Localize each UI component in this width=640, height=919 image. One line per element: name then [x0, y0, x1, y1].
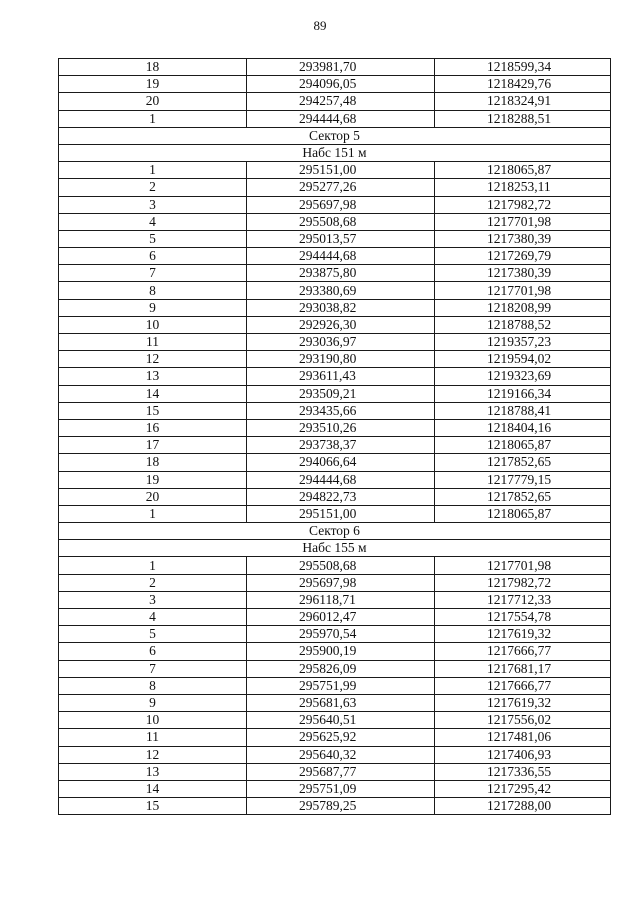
- coordinates-table: [58, 58, 611, 815]
- table-row: [59, 729, 611, 746]
- coordinate-y-cell: 1219594,02: [435, 351, 611, 368]
- coordinate-x-cell: 296118,71: [247, 591, 435, 608]
- coordinate-x-cell: 295625,92: [247, 729, 435, 746]
- coordinate-y-cell: 1217380,39: [435, 265, 611, 282]
- coordinate-x-cell: 295900,19: [247, 643, 435, 660]
- point-number-cell: 20: [59, 488, 247, 505]
- table-row: [59, 488, 611, 505]
- table-row: [59, 265, 611, 282]
- point-number-cell: 1: [59, 162, 247, 179]
- table-row: [59, 780, 611, 797]
- coordinates-table-body: [59, 59, 611, 815]
- table-row: [59, 660, 611, 677]
- coordinate-y-cell: 1218788,41: [435, 402, 611, 419]
- coordinate-y-cell: 1218065,87: [435, 505, 611, 522]
- coordinate-x-cell: 295687,77: [247, 763, 435, 780]
- coordinate-y-cell: 1217701,98: [435, 282, 611, 299]
- coordinate-y-cell: 1218599,34: [435, 59, 611, 76]
- coordinate-x-cell: 296012,47: [247, 609, 435, 626]
- coordinate-x-cell: 293611,43: [247, 368, 435, 385]
- coordinate-x-cell: 293038,82: [247, 299, 435, 316]
- coordinate-y-cell: 1217982,72: [435, 196, 611, 213]
- table-row: [59, 248, 611, 265]
- point-number-cell: 10: [59, 712, 247, 729]
- table-row: [59, 110, 611, 127]
- table-row: [59, 230, 611, 247]
- coordinate-y-cell: 1218065,87: [435, 437, 611, 454]
- table-row: [59, 437, 611, 454]
- coordinate-y-cell: 1218788,52: [435, 316, 611, 333]
- coordinate-x-cell: 294257,48: [247, 93, 435, 110]
- sector-height-row: [59, 540, 611, 557]
- coordinate-y-cell: 1218208,99: [435, 299, 611, 316]
- coordinate-y-cell: 1219166,34: [435, 385, 611, 402]
- coordinate-x-cell: 295508,68: [247, 557, 435, 574]
- table-row: [59, 351, 611, 368]
- coordinate-x-cell: 295640,51: [247, 712, 435, 729]
- point-number-cell: 7: [59, 660, 247, 677]
- coordinate-x-cell: 295697,98: [247, 196, 435, 213]
- coordinate-y-cell: 1217701,98: [435, 557, 611, 574]
- coordinate-y-cell: 1217779,15: [435, 471, 611, 488]
- table-row: [59, 213, 611, 230]
- table-row: [59, 402, 611, 419]
- coordinate-x-cell: 293981,70: [247, 59, 435, 76]
- coordinate-y-cell: 1218429,76: [435, 76, 611, 93]
- point-number-cell: 12: [59, 746, 247, 763]
- coordinate-y-cell: 1217295,42: [435, 780, 611, 797]
- point-number-cell: 2: [59, 574, 247, 591]
- coordinate-y-cell: 1217852,65: [435, 488, 611, 505]
- table-row: [59, 76, 611, 93]
- table-row: [59, 334, 611, 351]
- point-number-cell: 3: [59, 196, 247, 213]
- coordinate-x-cell: 295751,99: [247, 677, 435, 694]
- coordinate-y-cell: 1217712,33: [435, 591, 611, 608]
- point-number-cell: 5: [59, 626, 247, 643]
- sector-height: Набс 155 м: [59, 540, 611, 557]
- table-row: [59, 196, 611, 213]
- coordinate-x-cell: 295151,00: [247, 162, 435, 179]
- table-row: [59, 505, 611, 522]
- coordinate-x-cell: 295826,09: [247, 660, 435, 677]
- table-row: [59, 712, 611, 729]
- coordinate-y-cell: 1218065,87: [435, 162, 611, 179]
- table-row: [59, 59, 611, 76]
- table-row: [59, 591, 611, 608]
- coordinate-y-cell: 1218324,91: [435, 93, 611, 110]
- coordinate-x-cell: 294444,68: [247, 110, 435, 127]
- sector-header-row: [59, 523, 611, 540]
- table-row: [59, 746, 611, 763]
- table-row: [59, 93, 611, 110]
- point-number-cell: 14: [59, 385, 247, 402]
- point-number-cell: 16: [59, 419, 247, 436]
- point-number-cell: 12: [59, 351, 247, 368]
- coordinate-x-cell: 293875,80: [247, 265, 435, 282]
- point-number-cell: 6: [59, 248, 247, 265]
- point-number-cell: 2: [59, 179, 247, 196]
- coordinate-y-cell: 1217554,78: [435, 609, 611, 626]
- point-number-cell: 13: [59, 763, 247, 780]
- coordinate-y-cell: 1217380,39: [435, 230, 611, 247]
- coordinate-y-cell: 1217556,02: [435, 712, 611, 729]
- coordinate-x-cell: 293738,37: [247, 437, 435, 454]
- point-number-cell: 20: [59, 93, 247, 110]
- sector-height: Набс 151 м: [59, 144, 611, 161]
- coordinate-y-cell: 1218288,51: [435, 110, 611, 127]
- coordinate-x-cell: 295640,32: [247, 746, 435, 763]
- table-row: [59, 162, 611, 179]
- table-row: [59, 179, 611, 196]
- coordinate-y-cell: 1217619,32: [435, 694, 611, 711]
- point-number-cell: 17: [59, 437, 247, 454]
- coordinate-x-cell: 295681,63: [247, 694, 435, 711]
- coordinate-y-cell: 1218253,11: [435, 179, 611, 196]
- coordinate-x-cell: 295277,26: [247, 179, 435, 196]
- point-number-cell: 18: [59, 454, 247, 471]
- coordinate-y-cell: 1219357,23: [435, 334, 611, 351]
- coordinate-y-cell: 1217666,77: [435, 643, 611, 660]
- coordinate-x-cell: 294096,05: [247, 76, 435, 93]
- coordinate-x-cell: 292926,30: [247, 316, 435, 333]
- coordinate-x-cell: 293380,69: [247, 282, 435, 299]
- table-row: [59, 609, 611, 626]
- point-number-cell: 11: [59, 729, 247, 746]
- point-number-cell: 11: [59, 334, 247, 351]
- point-number-cell: 15: [59, 798, 247, 815]
- coordinate-y-cell: 1217406,93: [435, 746, 611, 763]
- table-row: [59, 316, 611, 333]
- table-row: [59, 282, 611, 299]
- table-row: [59, 368, 611, 385]
- table-row: [59, 798, 611, 815]
- point-number-cell: 19: [59, 471, 247, 488]
- coordinate-x-cell: 293036,97: [247, 334, 435, 351]
- point-number-cell: 3: [59, 591, 247, 608]
- coordinate-x-cell: 293509,21: [247, 385, 435, 402]
- point-number-cell: 8: [59, 677, 247, 694]
- point-number-cell: 15: [59, 402, 247, 419]
- point-number-cell: 7: [59, 265, 247, 282]
- coordinate-x-cell: 295789,25: [247, 798, 435, 815]
- point-number-cell: 4: [59, 213, 247, 230]
- point-number-cell: 10: [59, 316, 247, 333]
- point-number-cell: 18: [59, 59, 247, 76]
- table-row: [59, 626, 611, 643]
- table-row: [59, 677, 611, 694]
- point-number-cell: 5: [59, 230, 247, 247]
- sector-title: Сектор 6: [59, 523, 611, 540]
- point-number-cell: 6: [59, 643, 247, 660]
- table-row: [59, 385, 611, 402]
- point-number-cell: 9: [59, 694, 247, 711]
- coordinate-y-cell: 1217852,65: [435, 454, 611, 471]
- coordinate-y-cell: 1217982,72: [435, 574, 611, 591]
- coordinate-x-cell: 295013,57: [247, 230, 435, 247]
- point-number-cell: 4: [59, 609, 247, 626]
- sector-title: Сектор 5: [59, 127, 611, 144]
- coordinate-x-cell: 293190,80: [247, 351, 435, 368]
- coordinate-x-cell: 294822,73: [247, 488, 435, 505]
- point-number-cell: 9: [59, 299, 247, 316]
- coordinate-y-cell: 1219323,69: [435, 368, 611, 385]
- coordinate-x-cell: 294444,68: [247, 471, 435, 488]
- point-number-cell: 19: [59, 76, 247, 93]
- table-row: [59, 454, 611, 471]
- coordinate-y-cell: 1217481,06: [435, 729, 611, 746]
- coordinate-x-cell: 295151,00: [247, 505, 435, 522]
- coordinate-y-cell: 1217666,77: [435, 677, 611, 694]
- point-number-cell: 1: [59, 505, 247, 522]
- coordinate-x-cell: 293510,26: [247, 419, 435, 436]
- table-row: [59, 694, 611, 711]
- coordinate-x-cell: 295508,68: [247, 213, 435, 230]
- point-number-cell: 1: [59, 110, 247, 127]
- coordinate-y-cell: 1217336,55: [435, 763, 611, 780]
- coordinate-x-cell: 295697,98: [247, 574, 435, 591]
- table-row: [59, 763, 611, 780]
- point-number-cell: 14: [59, 780, 247, 797]
- coordinate-y-cell: 1217619,32: [435, 626, 611, 643]
- table-row: [59, 557, 611, 574]
- table-row: [59, 643, 611, 660]
- point-number-cell: 8: [59, 282, 247, 299]
- coordinate-x-cell: 293435,66: [247, 402, 435, 419]
- point-number-cell: 1: [59, 557, 247, 574]
- page-number: 89: [313, 18, 327, 33]
- coordinate-y-cell: 1217269,79: [435, 248, 611, 265]
- coordinate-x-cell: 295751,09: [247, 780, 435, 797]
- coordinate-x-cell: 294444,68: [247, 248, 435, 265]
- sector-height-row: [59, 144, 611, 161]
- point-number-cell: 13: [59, 368, 247, 385]
- sector-header-row: [59, 127, 611, 144]
- coordinate-y-cell: 1217701,98: [435, 213, 611, 230]
- table-row: [59, 419, 611, 436]
- coordinate-y-cell: 1217288,00: [435, 798, 611, 815]
- coordinate-x-cell: 294066,64: [247, 454, 435, 471]
- coordinate-x-cell: 295970,54: [247, 626, 435, 643]
- table-row: [59, 574, 611, 591]
- table-row: [59, 299, 611, 316]
- coordinate-y-cell: 1217681,17: [435, 660, 611, 677]
- coordinate-y-cell: 1218404,16: [435, 419, 611, 436]
- table-row: [59, 471, 611, 488]
